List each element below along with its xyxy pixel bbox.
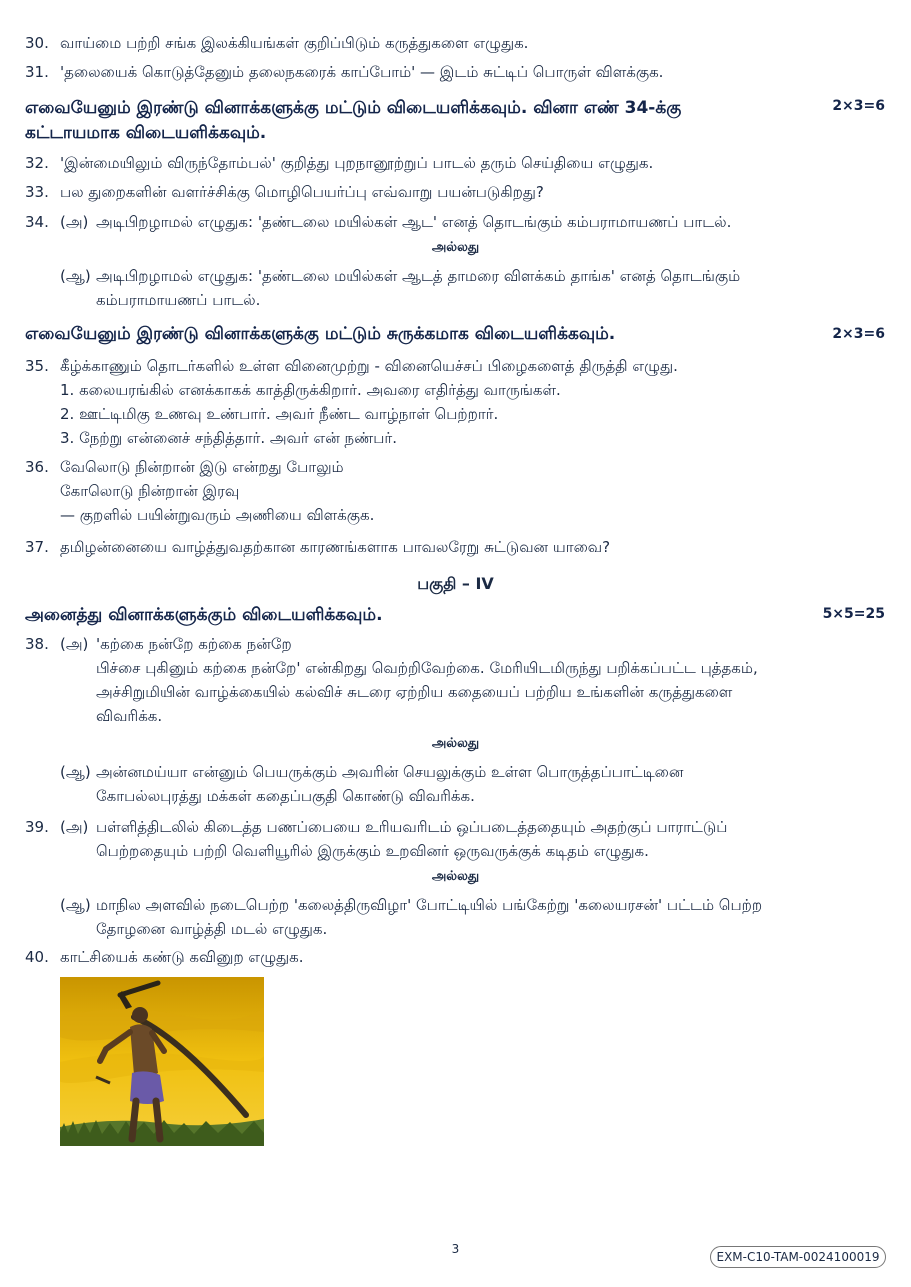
question-text: வேலொடு நின்றான் இடு என்றது போலும் கோலொடு நின்றான் இரவு — குறளில் பயின்றுவரும் அணியை விளக்குக. [60,458,375,524]
section-instruction-3: அனைத்து வினாக்களுக்கும் விடையளிக்கவும். [25,605,383,625]
option-text: அன்னமய்யா என்னும் பெயருக்கும் அவரின் செயலுக்கும் உள்ள பொருத்தப்பாட்டினை கோபல்லபுரத்து மக்கள் கதைப்பகுதி கொண்டு விவரிக்க. [96,763,684,805]
question-text: தமிழன்னையை வாழ்த்துவதற்கான காரணங்களாக பாவலரேறு சுட்டுவன யாவை? [60,538,611,556]
page-number: 3 [451,1242,460,1256]
question-number: 32. [25,154,49,172]
or-separator: அல்லது [431,736,480,751]
question-number: 40. [25,948,49,966]
or-separator: அல்லது [431,869,480,884]
section-marks-2: 2×3=6 [832,326,885,342]
question-text: வாய்மை பற்றி சங்க இலக்கியங்கள் குறிப்பிடும் கருத்துகளை எழுதுக. [60,34,529,52]
option-label: (ஆ) [60,267,91,285]
question-number: 30. [25,34,49,52]
or-separator: அல்லது [431,240,480,255]
question-number: 34. [25,213,49,231]
question-text: 'இன்மையிலும் விருந்தோம்பல்' குறித்து புறநானூற்றுப் பாடல் தரும் செய்தியை எழுதுக. [60,154,654,172]
question-number: 37. [25,538,49,556]
option-text: அடிபிறழாமல் எழுதுக: 'தண்டலை மயில்கள் ஆட' எனத் தொடங்கும் கம்பராமாயணப் பாடல். [96,213,732,231]
option-label: (ஆ) [60,896,91,914]
farmer-illustration [60,977,264,1146]
question-number: 35. [25,357,49,375]
option-label: (ஆ) [60,763,91,781]
option-label: (அ) [60,213,89,231]
option-text: பள்ளித்திடலில் கிடைத்த பணப்பையை உரியவரிடம் ஒப்படைத்ததையும் அதற்குப் பாராட்டுப் பெற்றதையும் பற்றி வெளியூரில் இருக்கும் உறவினர் ஒருவருக்குக் கடிதம் எழுதுக. [96,818,728,860]
section-instruction-2: எவையேனும் இரண்டு வினாக்களுக்கு மட்டும் சுருக்கமாக விடையளிக்கவும். [25,324,616,344]
section-instruction-1: எவையேனும் இரண்டு வினாக்களுக்கு மட்டும் விடையளிக்கவும். வினா எண் 34-க்கு கட்டாயமாக விடையளிக்கவும். [25,98,682,143]
section-marks-3: 5×5=25 [822,606,885,622]
question-text: கீழ்க்காணும் தொடர்களில் உள்ள வினைமுற்று - வினையெச்சப் பிழைகளைத் திருத்தி எழுது. 1. கலையரங்கில் எனக்காகக் காத்திருக்கிறார். அவரை எதிர்த்து வாருங்கள். 2. ஊட்டிமிகு உணவு உண்பார். அவர் நீண்ட வாழ்நாள் பெற்றார். 3. நேற்று என்னைச் சந்தித்தார். அவர் என் நண்பர். [60,357,678,447]
question-text: 'தலையைக் கொடுத்தேனும் தலைநகரைக் காப்போம்' — இடம் சுட்டிப் பொருள் விளக்குக. [60,63,664,81]
option-text: 'கற்கை நன்றே கற்கை நன்றே பிச்சை புகினும் கற்கை நன்றே' என்கிறது வெற்றிவேற்கை. மேரியிடமிருந்து பறிக்கப்பட்ட புத்தகம், அச்சிறுமியின் வாழ்க்கையில் கல்விச் சுடரை ஏற்றிய கதையைப் பற்றிய உங்களின் கருத்துகளை விவரிக்க. [96,635,758,725]
question-text: காட்சியைக் கண்டு கவினுற எழுதுக. [60,948,304,966]
option-text: மாநில அளவில் நடைபெற்ற 'கலைத்திருவிழா' போட்டியில் பங்கேற்று 'கலையரசன்' பட்டம் பெற்ற தோழனை வாழ்த்தி மடல் எழுதுக. [96,896,763,938]
exam-code-badge: EXM-C10-TAM-0024100019 [710,1246,886,1268]
section-marks-1: 2×3=6 [832,98,885,114]
question-number: 31. [25,63,49,81]
option-label: (அ) [60,818,89,836]
option-text: அடிபிறழாமல் எழுதுக: 'தண்டலை மயில்கள் ஆடத் தாமரை விளக்கம் தாங்க' எனத் தொடங்கும் கம்பராமாயணப் பாடல். [96,267,741,309]
question-number: 36. [25,458,49,476]
part-heading: பகுதி – IV [417,574,494,593]
question-number: 39. [25,818,49,836]
question-number: 38. [25,635,49,653]
question-number: 33. [25,183,49,201]
option-label: (அ) [60,635,89,653]
question-text: பல துறைகளின் வளர்ச்சிக்கு மொழிபெயர்ப்பு எவ்வாறு பயன்படுகிறது? [60,183,544,201]
